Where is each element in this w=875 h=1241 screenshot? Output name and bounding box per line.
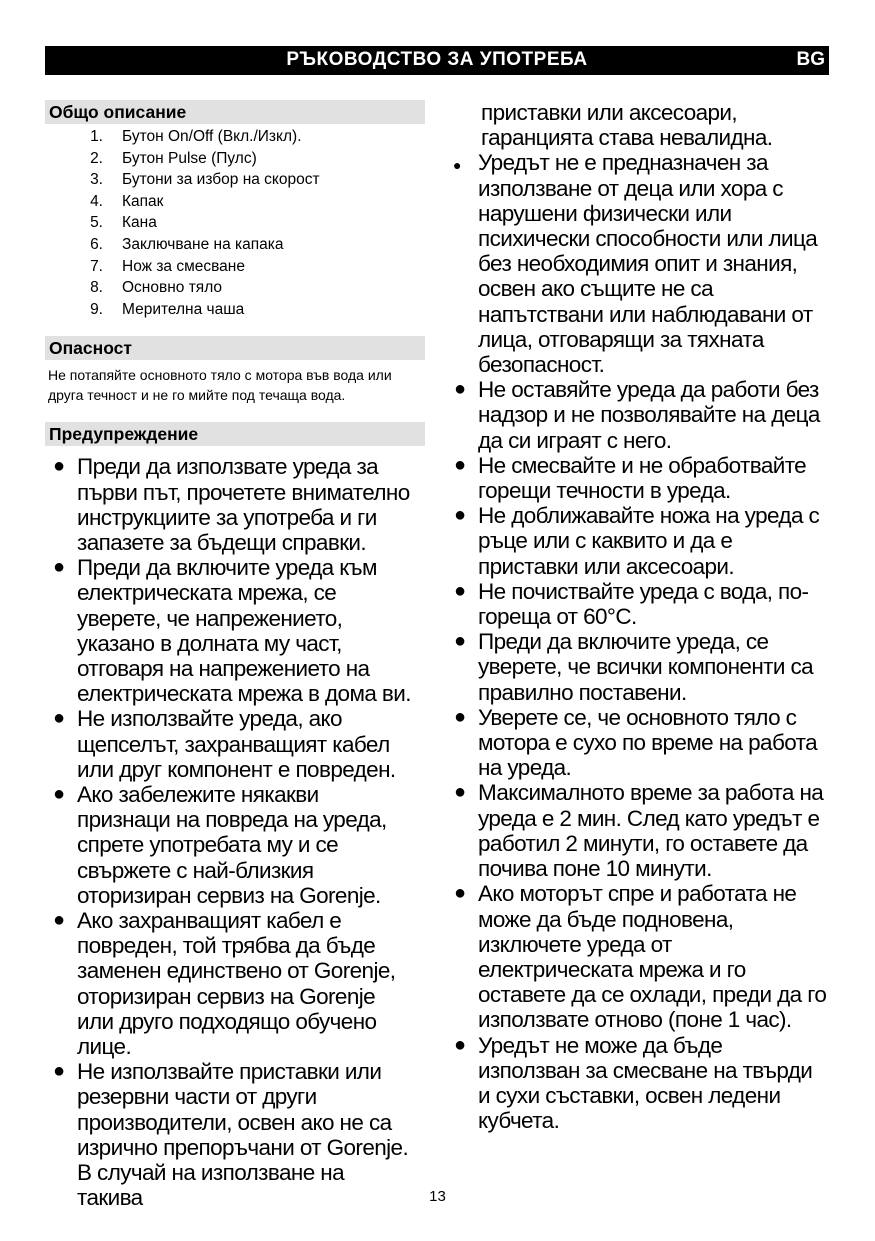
bullet-icon: ●	[53, 909, 65, 931]
bullet-icon: ●	[454, 453, 466, 476]
right-column	[446, 100, 836, 1133]
list-item: 7. Нож за смесване	[90, 257, 245, 275]
bullet-icon: ●	[454, 705, 466, 728]
danger-heading: Опасност	[45, 336, 425, 360]
bullet-icon: ●	[53, 707, 65, 730]
bullet-icon: ●	[53, 556, 65, 579]
parts-list	[45, 126, 425, 320]
list-item: 9. Мерителна чаша	[90, 300, 245, 318]
list-item: 8. Основно тяло	[90, 279, 223, 297]
list-item: 4. Капак	[90, 192, 164, 210]
warning-list-right	[446, 150, 828, 1133]
bullet-icon: ●	[454, 1033, 466, 1056]
list-item: ● Не смесвайте и не обработвайте горещи течности в уреда.	[454, 452, 807, 504]
list-item: ● Преди да включите уреда към електрическата мрежа, се уверете, че напрежението, указано в долната му част, отговаря на напрежението на електрическата мрежа в дома ви.	[53, 555, 411, 707]
page-number: 13	[429, 1188, 446, 1205]
warning-list-left	[45, 454, 415, 1210]
list-item: 2. Бутон Pulse (Пулс)	[90, 149, 257, 167]
list-item: ● Не доближавайте ножа на уреда с ръце или с каквито и да е приставки или аксесоари.	[454, 503, 820, 579]
bullet-icon: ●	[454, 630, 466, 653]
manual-title: РЪКОВОДСТВО ЗА УПОТРЕБА	[286, 49, 588, 70]
list-item: ● Ако моторът спре и работата не може да бъде подновена, изключете уреда от електрическата мрежа и го оставете да се охлади, преди да го използвате отново (поне 1 час).	[454, 881, 827, 1033]
list-item: 5. Кана	[90, 214, 157, 232]
bullet-icon: ●	[454, 378, 466, 401]
bullet-icon: ●	[454, 781, 466, 804]
danger-text: Не потапяйте основното тяло с мотора във вода или друга течност и не го мийте под течаща вода.	[48, 367, 392, 403]
list-item: ● Максималното време за работа на уреда е 2 мин. След като уредът е работил 2 минути, го оставете да почива поне 10 минути.	[454, 780, 824, 882]
bullet-icon: ●	[454, 882, 466, 905]
list-item: ● Ако захранващият кабел е повреден, той трябва да бъде заменен единствено от Gorenje, оторизиран сервиз на Gorenje или друго подходящо обучено лице.	[53, 908, 396, 1060]
header-bar	[45, 46, 829, 75]
list-item: ● Уверете се, че основното тяло с мотора е сухо по време на работа на уреда.	[454, 704, 818, 781]
general-description-heading: Общо описание	[45, 100, 425, 124]
language-code: BG	[796, 49, 825, 70]
list-item: ● Не почиствайте уреда с вода, по-гореща от 60°C.	[454, 578, 809, 630]
left-column	[45, 100, 425, 1210]
list-item: 6. Заключване на капака	[90, 235, 284, 253]
list-item: 1. Бутон On/Off (Вкл./Изкл).	[90, 128, 302, 145]
bullet-icon: ●	[454, 579, 466, 602]
bullet-icon: ●	[453, 157, 461, 174]
bullet-icon: ●	[454, 504, 466, 527]
list-item: ● Уредът не е предназначен за използване от деца или хора с нарушени физически или психически способности или лица без необходимия опит и знания, освен ако същите не са напътствани или наблюдавани от лица, отговарящи за тяхната безопасност.	[453, 150, 818, 378]
list-item: 3. Бутони за избор на скорост	[90, 171, 320, 189]
bullet-icon: ●	[53, 1060, 65, 1083]
continued-text: приставки или аксесоари, гаранцията става невалидна.	[481, 100, 773, 151]
bullet-icon: ●	[53, 782, 65, 805]
list-item: ● Преди да включите уреда, се уверете, че всички компоненти са правилно поставени.	[454, 629, 814, 705]
list-item: ● Ако забележите някакви признаци на повреда на уреда, спрете употребата му и се свържете с най-близкия оторизиран сервиз на Gorenje.	[53, 781, 387, 908]
list-item: ● Преди да използвате уреда за първи път, прочетете внимателно инструкциите за употреба и ги запазете за бъдещи справки.	[53, 454, 410, 555]
list-item: ● Не оставяйте уреда да работи без надзор и не позволявайте на деца да си играят с него.	[454, 377, 820, 453]
list-item: ● Не използвайте приставки или резервни части от други производители, освен ако не са изрично препоръчани от Gorenje. В случай на използване на такива	[53, 1059, 409, 1211]
list-item: ● Уредът не може да бъде използван за смесване на твърди и сухи съставки, освен ледени кубчета.	[454, 1032, 813, 1134]
list-item: ● Не използвайте уреда, ако щепселът, захранващият кабел или друг компонент е повреден.	[53, 706, 396, 782]
bullet-icon: ●	[53, 455, 65, 478]
warning-heading: Предупреждение	[45, 422, 425, 446]
